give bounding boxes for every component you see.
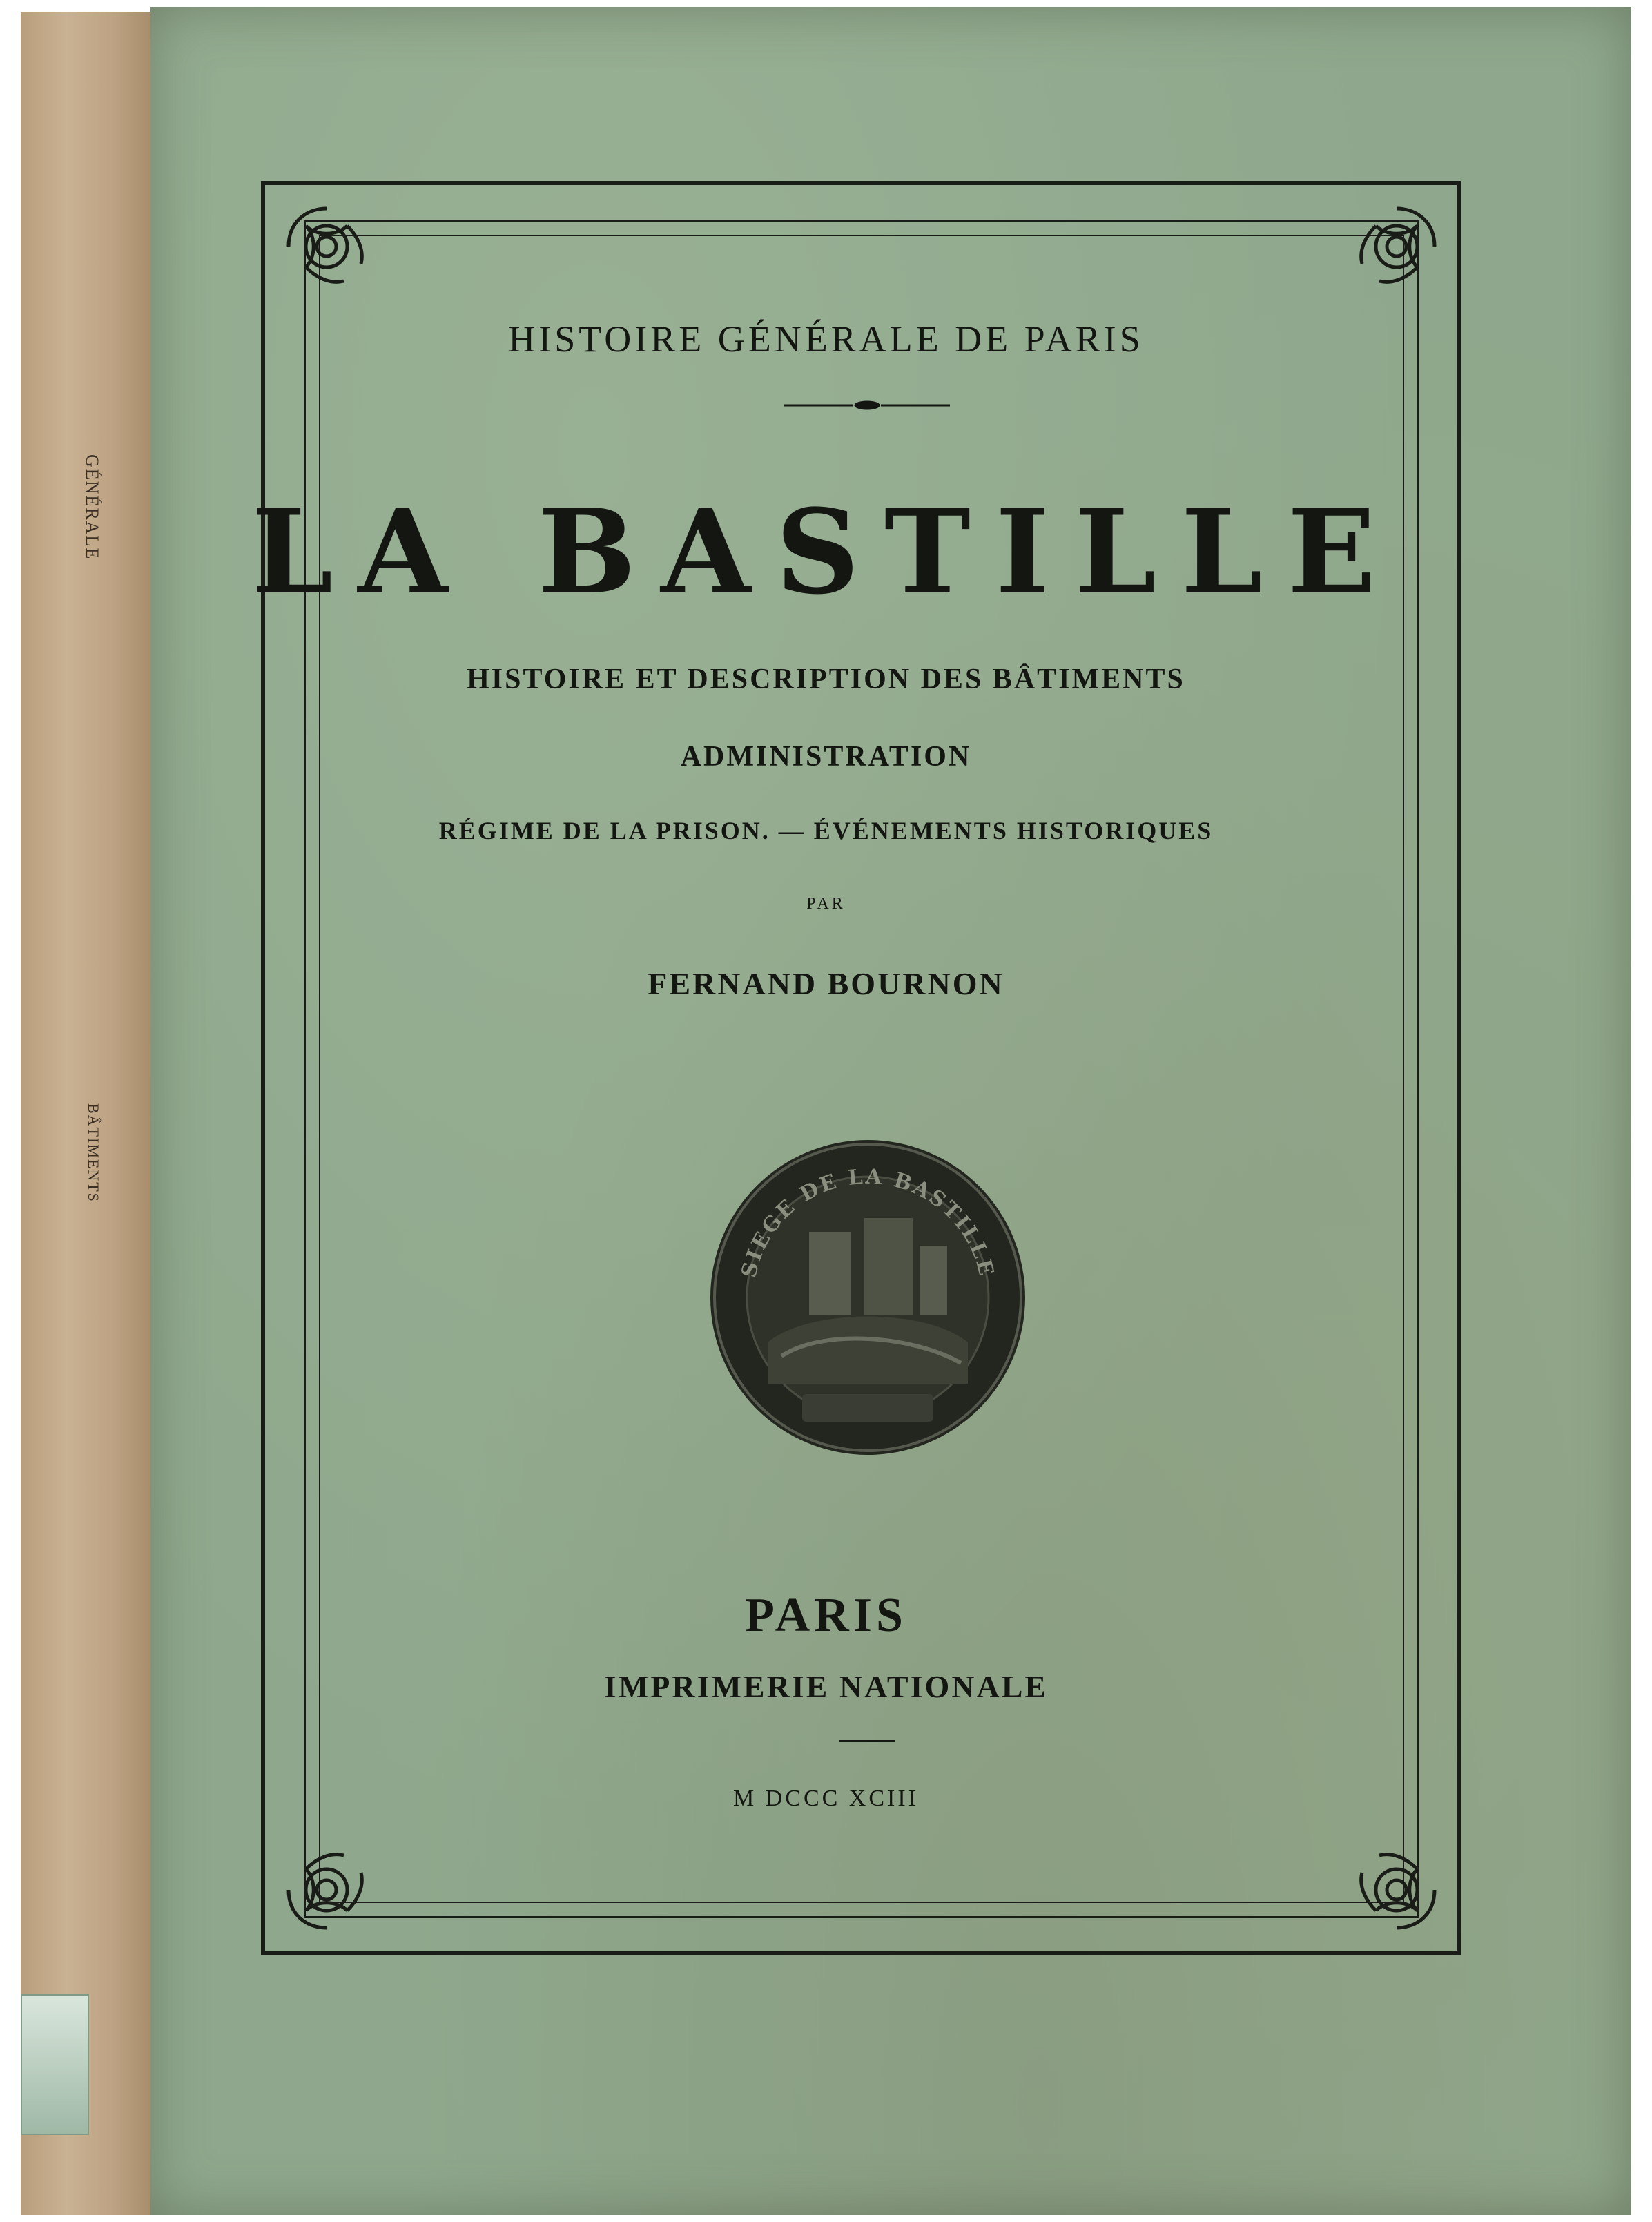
series-title: HISTOIRE GÉNÉRALE DE PARIS bbox=[508, 318, 1144, 360]
subtitle-line-3: RÉGIME DE LA PRISON. — ÉVÉNEMENTS HISTORIQUES bbox=[438, 817, 1214, 844]
medal-emblem-icon bbox=[706, 1135, 1030, 1460]
corner-ornament-icon bbox=[275, 1838, 378, 1942]
author-name: FERNAND BOURNON bbox=[648, 966, 1004, 1001]
subtitle-line-1: HISTOIRE ET DESCRIPTION DES BÂTIMENTS bbox=[467, 664, 1185, 695]
short-rule bbox=[839, 1740, 895, 1742]
corner-ornament-icon bbox=[275, 195, 378, 298]
corner-ornament-icon bbox=[1345, 1838, 1448, 1942]
book-title: LA BASTILLE bbox=[251, 483, 1401, 620]
subtitle-line-2: ADMINISTRATION bbox=[680, 741, 972, 773]
publication-year: M DCCC XCIII bbox=[732, 1786, 920, 1811]
spine-library-tag bbox=[21, 1994, 89, 2135]
spine-label-top: GÉNÉRALE bbox=[82, 454, 102, 561]
spine-label-bottom: BÂTIMENTS bbox=[85, 1103, 102, 1203]
printer-name: IMPRIMERIE NATIONALE bbox=[603, 1669, 1049, 1704]
corner-ornament-icon bbox=[1345, 195, 1448, 298]
by-label: PAR bbox=[806, 895, 846, 913]
medal-inscription: SIEGE DE LA BASTILLE bbox=[737, 1164, 999, 1280]
ornamental-rule-icon bbox=[784, 395, 950, 416]
publication-place: PARIS bbox=[745, 1589, 907, 1642]
